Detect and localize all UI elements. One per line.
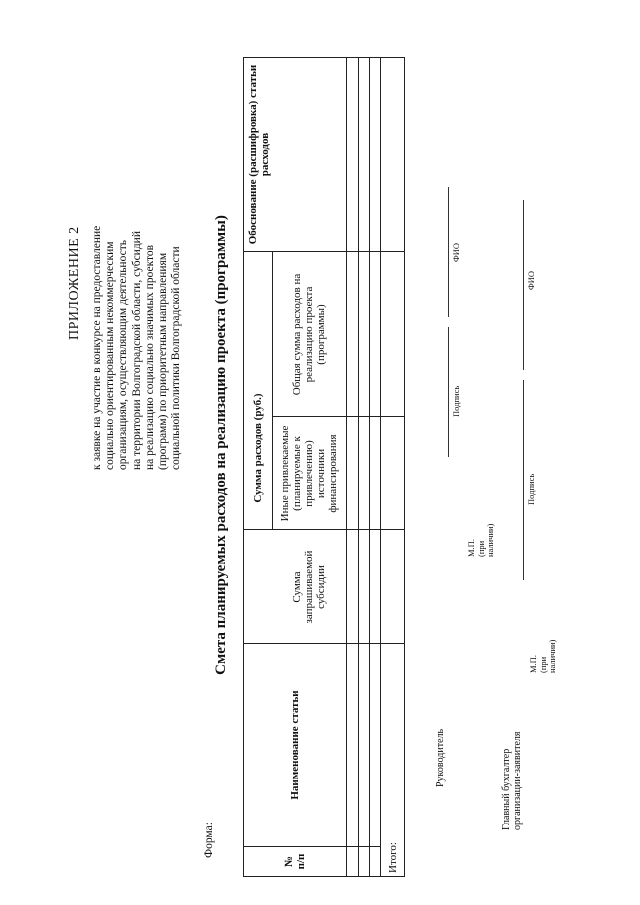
signature-role: Главный бухгалтер организации-заявителя [501, 731, 523, 830]
signature-caption: Подпись [526, 473, 536, 505]
name-caption: ФИО [526, 271, 536, 290]
form-label: Форма: [203, 822, 215, 858]
appendix-line: социальной политики Волгоградской области [170, 246, 183, 470]
appendix-line: социально ориентированным некоммерческим [104, 241, 117, 470]
stamp-area [529, 640, 558, 673]
column-header-justification: Обоснование (расшифровка) статьи расходов [247, 64, 271, 245]
budget-table [243, 57, 405, 877]
name-line [523, 200, 524, 370]
column-header-other-sources: Иные привлекаемые (планируемые к привлечению) источники финансирования [279, 425, 339, 522]
column-header-total-sum: Общая сумма расходов на реализацию проекта (программы) [291, 273, 327, 396]
appendix-line: к заявке на участие в конкурсе на предоставление [91, 225, 103, 470]
column-group-header-expenses: Сумма расходов (руб.) [251, 393, 264, 503]
signature-line [523, 380, 524, 580]
appendix-line: на реализацию социально значимых проектов [143, 244, 156, 470]
name-caption: ФИО [451, 243, 461, 262]
appendix-title: ПРИЛОЖЕНИЕ 2 [67, 226, 82, 340]
stamp-note: (при наличии) [475, 523, 495, 557]
column-header-item-name: Наименование статьи [288, 690, 301, 800]
appendix-description [91, 75, 183, 470]
stamp-label: М.П. [528, 655, 538, 673]
total-row-label: Итого: [387, 842, 399, 873]
signature-line [448, 327, 449, 457]
stamp-label: М.П. [466, 539, 476, 557]
appendix-line: на территории Волгоградской области, субсидий [130, 231, 143, 470]
column-header-number: № п/п [282, 853, 307, 870]
column-header-subsidy: Сумма запрашиваемой субсидии [291, 550, 327, 624]
appendix-line: (программ) по приоритетным направлениям [157, 252, 170, 470]
document-title: Смета планируемых расходов на реализацию проекта (программы) [213, 215, 229, 675]
signature-role: Руководитель [435, 728, 446, 787]
appendix-line: организациям, осуществляющим деятельность [117, 240, 130, 470]
name-line [448, 187, 449, 317]
stamp-note: (при наличии) [537, 639, 557, 673]
signature-caption: Подпись [451, 385, 461, 417]
stamp-area [467, 524, 496, 557]
